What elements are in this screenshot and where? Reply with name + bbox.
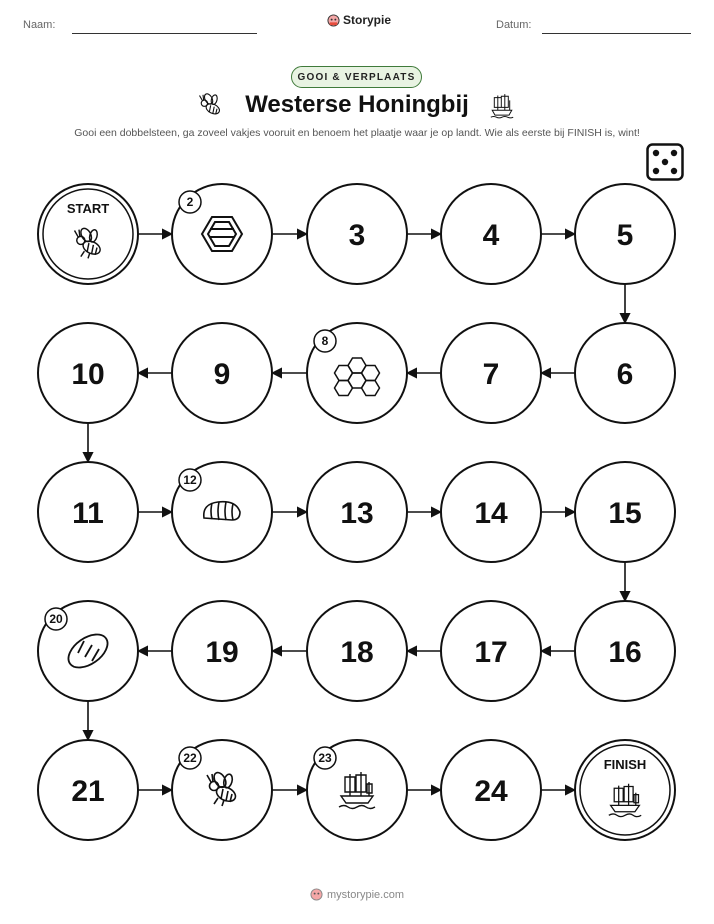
space-number: 19 [205, 636, 239, 669]
board-space-3 [307, 184, 407, 284]
board-space-12 [172, 462, 272, 562]
board-space-2 [172, 184, 272, 284]
board-space-7 [441, 323, 541, 423]
space-number: 15 [608, 497, 642, 530]
activity-badge: GOOI & VERPLAATS [291, 66, 422, 88]
board-space-13 [307, 462, 407, 562]
board-space-21 [38, 740, 138, 840]
board-space-1 [38, 184, 138, 284]
space-number: 18 [340, 636, 374, 669]
board-space-5 [575, 184, 675, 284]
space-number: 3 [348, 219, 366, 252]
board-space-22 [172, 740, 272, 840]
board-space-17 [441, 601, 541, 701]
board-space-18 [307, 601, 407, 701]
board-space-8 [307, 323, 407, 423]
board-space-4 [441, 184, 541, 284]
space-number-badge: 22 [183, 751, 197, 765]
start-label: START [66, 201, 110, 216]
name-label: Naam: [23, 19, 56, 31]
board-space-9 [172, 323, 272, 423]
space-number: 24 [474, 775, 508, 808]
footer-url: mystorypie.com [326, 888, 405, 901]
space-number: 21 [71, 775, 105, 808]
space-number-badge: 8 [321, 334, 329, 348]
board-space-25 [575, 740, 675, 840]
space-number: 11 [72, 497, 104, 530]
space-number-badge: 23 [318, 751, 332, 765]
space-number: 6 [616, 358, 634, 391]
space-number-badge: 2 [186, 195, 194, 209]
space-number: 10 [71, 358, 105, 391]
space-number: 16 [608, 636, 642, 669]
board-space-6 [575, 323, 675, 423]
space-number: 9 [213, 358, 231, 391]
space-number: 7 [482, 358, 500, 391]
space-number-badge: 12 [183, 473, 197, 487]
brand-name: Storypie [343, 13, 392, 27]
instructions: Gooi een dobbelsteen, ga zoveel vakjes vooruit en benoem het plaatje waar je op landt. Wie als eerste bij FINISH is, wint! [74, 127, 640, 139]
date-label: Datum: [496, 19, 532, 31]
storypie-logo-icon [310, 888, 323, 901]
space-number: 4 [482, 219, 500, 252]
board-space-10 [38, 323, 138, 423]
finish-label: FINISH [603, 757, 647, 772]
board-space-23 [307, 740, 407, 840]
page-title: Westerse Honingbij [245, 91, 469, 118]
footer [0, 888, 714, 901]
space-number: 14 [474, 497, 508, 530]
board-space-20 [38, 601, 138, 701]
board-space-11 [38, 462, 138, 562]
board-space-15 [575, 462, 675, 562]
space-number: 5 [616, 219, 634, 252]
space-number: 13 [340, 497, 374, 530]
board-space-24 [441, 740, 541, 840]
space-number: 17 [474, 636, 508, 669]
space-number-badge: 20 [49, 612, 63, 626]
board-space-19 [172, 601, 272, 701]
board-space-16 [575, 601, 675, 701]
board-space-14 [441, 462, 541, 562]
